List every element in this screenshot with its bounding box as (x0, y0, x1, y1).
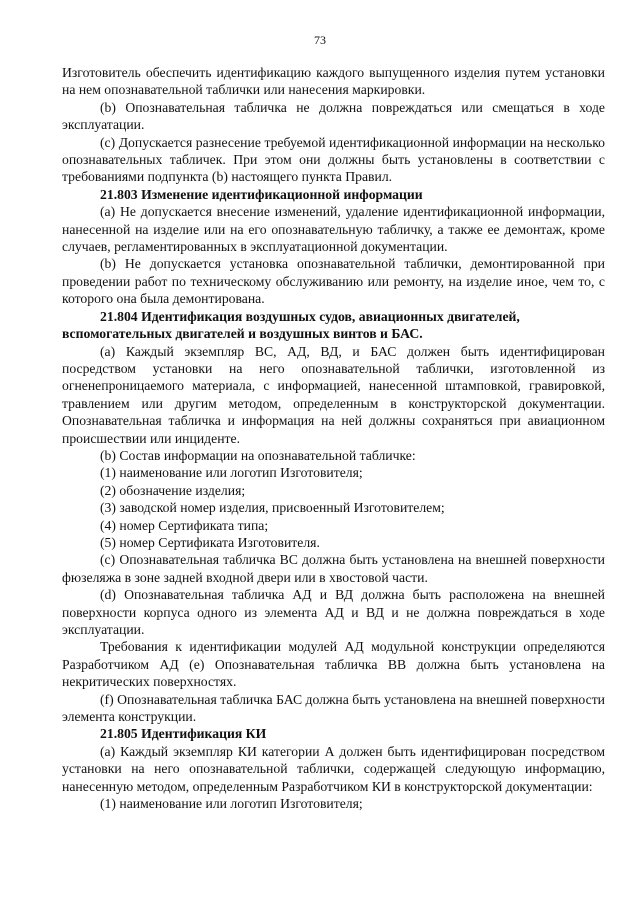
paragraph: (d) Опознавательная табличка АД и ВД должна быть расположена на внешней поверхности корпуса одного из элемента АД и ВД и не должна повреждаться в ходе эксплуатации. (62, 587, 605, 637)
list-item: (2) обозначение изделия; (100, 482, 246, 498)
list-item: (1) наименование или логотип Изготовителя; (100, 796, 363, 812)
paragraph: (b) Опознавательная табличка не должна повреждаться или смещаться в ходе эксплуатации. (62, 99, 605, 133)
page-number: 73 (314, 33, 326, 47)
list-item: (3) заводской номер изделия, присвоенный Изготовителем; (100, 500, 445, 516)
paragraph: (f) Опознавательная табличка БАС должна быть установлена на внешней поверхности элемента конструкции. (62, 691, 605, 725)
list-item: (4) номер Сертификата типа; (100, 517, 269, 533)
list-item: (5) номер Сертификата Изготовителя. (100, 534, 320, 550)
paragraph: Изготовитель обеспечить идентификацию каждого выпущенного изделия путем установки на нем опознавательной таблички или нанесения маркировки. (62, 65, 605, 98)
paragraph: (b) Состав информации на опознавательной табличке: (100, 447, 416, 463)
paragraph: (c) Опознавательная табличка ВС должна быть установлена на внешней поверхности фюзеляжа в зоне задней входной двери или в хвостовой части. (62, 552, 605, 585)
paragraph: (c) Допускается разнесение требуемой идентификационной информации на несколько опознавательных табличек. При этом они должны быть установлены в соответствии с требованиями подпункта (b) настоящего пункта Правил. (62, 134, 605, 185)
paragraph: (a) Не допускается внесение изменений, удаление идентификационной информации, нанесенной на изделие или на его опознавательную табличку, а также ее демонтаж, кроме случаев, регламентированных в эксплуатационной документации. (62, 204, 605, 255)
paragraph: Требования к идентификации модулей АД модульной конструкции определяются Разработчиком АД (e) Опознавательная табличка ВВ должна быть установлена на некритических поверхностях. (62, 639, 605, 690)
paragraph: (a) Каждый экземпляр ВС, АД, ВД, и БАС должен быть идентифицирован посредством установки на него опознавательной таблички, изготовленной из огненепроницаемого материала, с информацией, нанесенной штамповкой, гравировкой, травлением или другим методом, определенным в конструкторской документации. Опознавательная табличка и информация на ней должны сохраняться при авиационном происшествии или инциденте. (62, 343, 605, 446)
list-item: (1) наименование или логотип Изготовителя; (100, 465, 363, 481)
paragraph: (b) Не допускается установка опознавательной таблички, демонтированной при проведении работ по техническому обслуживанию или ремонту, на изделие иное, чем то, с которого она была демонтирована. (62, 256, 605, 307)
section-heading: 21.804 Идентификация воздушных судов, авиационных двигателей, вспомогательных двигателей и воздушных винтов и БАС. (62, 308, 520, 342)
section-heading: 21.805 Идентификация КИ (100, 726, 267, 742)
paragraph: (a) Каждый экземпляр КИ категории А должен быть идентифицирован посредством установки на него опознавательной таблички, содержащей следующую информацию, нанесенную методом, определенным Разработчиком КИ в конструкторской документации: (62, 743, 605, 794)
document-body (62, 64, 605, 812)
section-heading: 21.803 Изменение идентификационной информации (100, 186, 423, 202)
